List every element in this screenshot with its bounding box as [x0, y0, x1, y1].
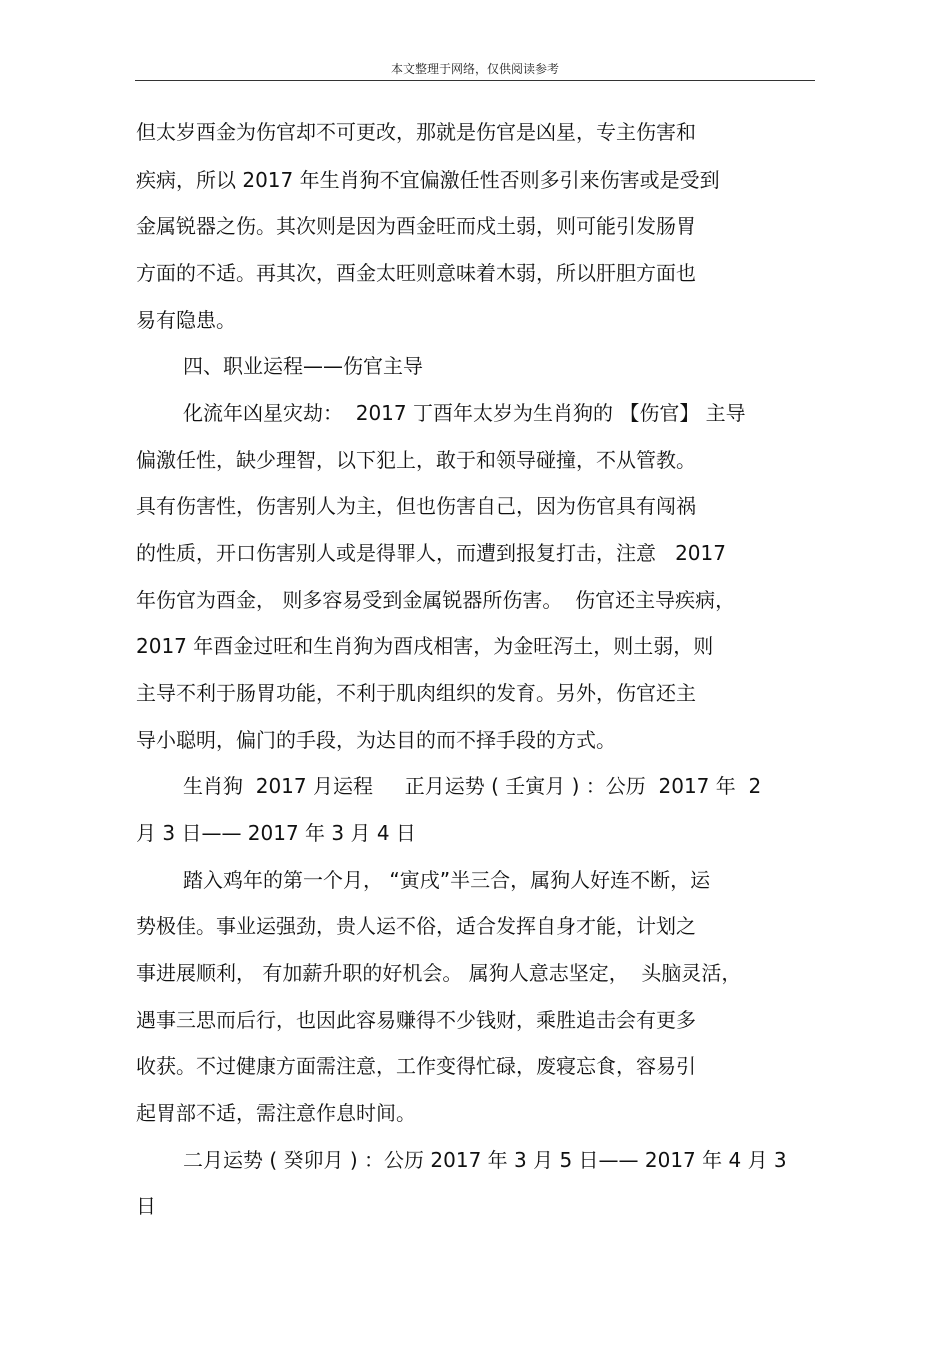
paragraph-line: 主导不利于肠胃功能，不利于肌肉组织的发育。另外，伤官还主	[136, 681, 696, 705]
paragraph-line: 生肖狗 2017 月运程 正月运势 ( 壬寅月 ) ：公历 2017 年 2	[183, 774, 762, 798]
paragraph-line: 金属锐器之伤。其次则是因为酉金旺而戍土弱，则可能引发肠胃	[136, 214, 696, 238]
paragraph-line: 偏激任性，缺少理智，以下犯上，敢于和领导碰撞，不从管教。	[136, 448, 696, 472]
paragraph-line: 事进展顺利， 有加薪升职的好机会。 属狗人意志坚定， 头脑灵活，	[136, 961, 742, 985]
paragraph-line: 导小聪明，偏门的手段，为达目的而不择手段的方式。	[136, 728, 616, 752]
page-header: 本文整理于网络，仅供阅读参考	[390, 62, 559, 76]
header-rule	[135, 80, 815, 81]
paragraph-line: 2017 年酉金过旺和生肖狗为酉戌相害，为金旺泻土，则土弱，则	[136, 634, 714, 658]
section-heading: 四、职业运程——伤官主导	[183, 354, 423, 378]
paragraph-line: 月 3 日—— 2017 年 3 月 4 日	[136, 821, 416, 845]
paragraph-line: 疾病，所以 2017 年生肖狗不宜偏激任性否则多引来伤害或是受到	[136, 168, 720, 192]
paragraph-line: 易有隐患。	[136, 308, 236, 332]
paragraph-line: 日	[136, 1194, 156, 1218]
paragraph-line: 二月运势 ( 癸卯月 ) ：公历 2017 年 3 月 5 日—— 2017 年 4 月 3	[183, 1148, 787, 1172]
paragraph-line: 的性质，开口伤害别人或是得罪人，而遭到报复打击，注意 2017	[136, 541, 726, 565]
paragraph-line: 年伤官为酉金， 则多容易受到金属锐器所伤害。 伤官还主导疾病，	[136, 588, 736, 612]
paragraph-line: 方面的不适。再其次，酉金太旺则意味着木弱，所以肝胆方面也	[136, 261, 696, 285]
paragraph-line: 化流年凶星灾劫： 2017 丁酉年太岁为生肖狗的 【伤官】 主导	[183, 401, 746, 425]
paragraph-line: 踏入鸡年的第一个月， “寅戌”半三合，属狗人好连不断，运	[183, 868, 711, 892]
paragraph-line: 收获。不过健康方面需注意，工作变得忙碌，废寝忘食，容易引	[136, 1054, 696, 1078]
paragraph-line: 遇事三思而后行，也因此容易赚得不少钱财，乘胜追击会有更多	[136, 1008, 696, 1032]
paragraph-line: 起胃部不适，需注意作息时间。	[136, 1101, 416, 1125]
paragraph-line: 具有伤害性，伤害别人为主，但也伤害自己，因为伤官具有闯祸	[136, 494, 696, 518]
paragraph-line: 但太岁酉金为伤官却不可更改，那就是伤官是凶星，专主伤害和	[136, 120, 696, 144]
paragraph-line: 势极佳。事业运强劲，贵人运不俗，适合发挥自身才能，计划之	[136, 914, 696, 938]
